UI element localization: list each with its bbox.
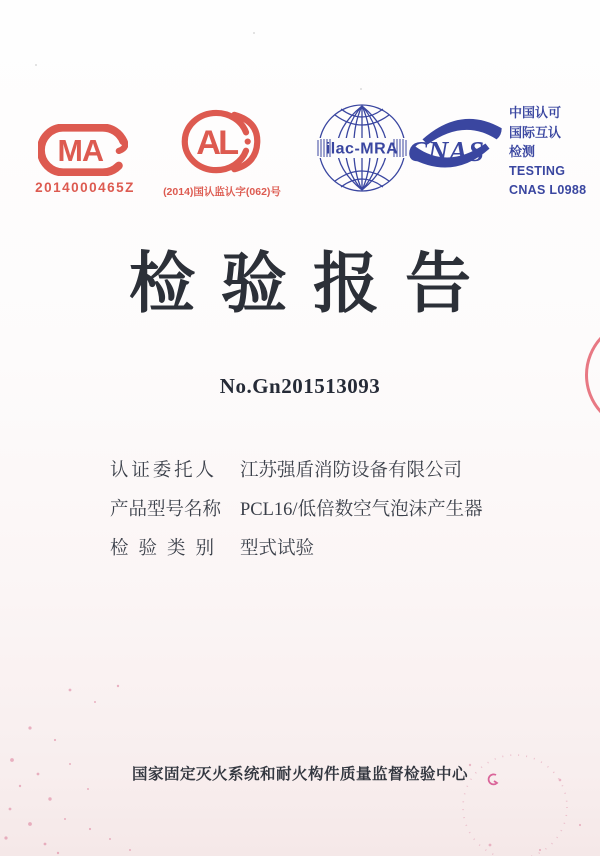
cnas-wordmark: CNAS [408, 136, 485, 168]
field-row-applicant [110, 459, 530, 484]
field-row-product-model [110, 498, 530, 523]
cnas-accreditation-text [509, 103, 586, 201]
cma-certificate-number: 2014000465Z [35, 180, 135, 195]
cnas-logo-icon [407, 112, 505, 177]
cal-logo-icon [180, 109, 262, 176]
field-label: 认证委托人 [110, 461, 214, 481]
cnas-line-3: 检测 [509, 144, 536, 159]
field-value: 型式试验 [240, 539, 315, 559]
red-stamp-fragment-right-edge [585, 319, 600, 431]
cnas-line-4: TESTING [509, 163, 566, 178]
cal-letters: AL [196, 123, 237, 162]
field-label: 检验类别 [110, 539, 214, 559]
cal-approval-number: (2014)国认监认字(062)号 [163, 186, 281, 198]
report-title: 检验报告 [129, 246, 497, 320]
ilac-mra-logo-icon [315, 101, 409, 195]
cnas-line-5: CNAS L0988 [509, 183, 587, 197]
field-value: 江苏强盾消防设备有限公司 [240, 461, 463, 481]
ilac-mra-label: ilac-MRA [325, 140, 399, 158]
issuing-organization: 国家固定灭火系统和耐火构件质量监督检验中心 [131, 766, 468, 783]
cnas-line-1: 中国认可 [509, 105, 562, 120]
stamp-residue-bottom-right [430, 735, 600, 856]
scan-dust-speck [360, 88, 362, 90]
field-row-inspection-type [110, 537, 530, 562]
cnas-line-2: 国际互认 [509, 124, 562, 140]
scan-dust-speck [35, 64, 37, 66]
report-fields [110, 459, 530, 576]
field-value: PCL16/低倍数空气泡沫产生器 [240, 500, 483, 520]
cma-logo-icon [38, 124, 128, 176]
cma-letters: MA [57, 133, 104, 168]
report-number: No.Gn201513093 [219, 374, 381, 398]
field-label: 产品型号名称 [110, 500, 222, 520]
scan-dust-speck [253, 32, 255, 34]
